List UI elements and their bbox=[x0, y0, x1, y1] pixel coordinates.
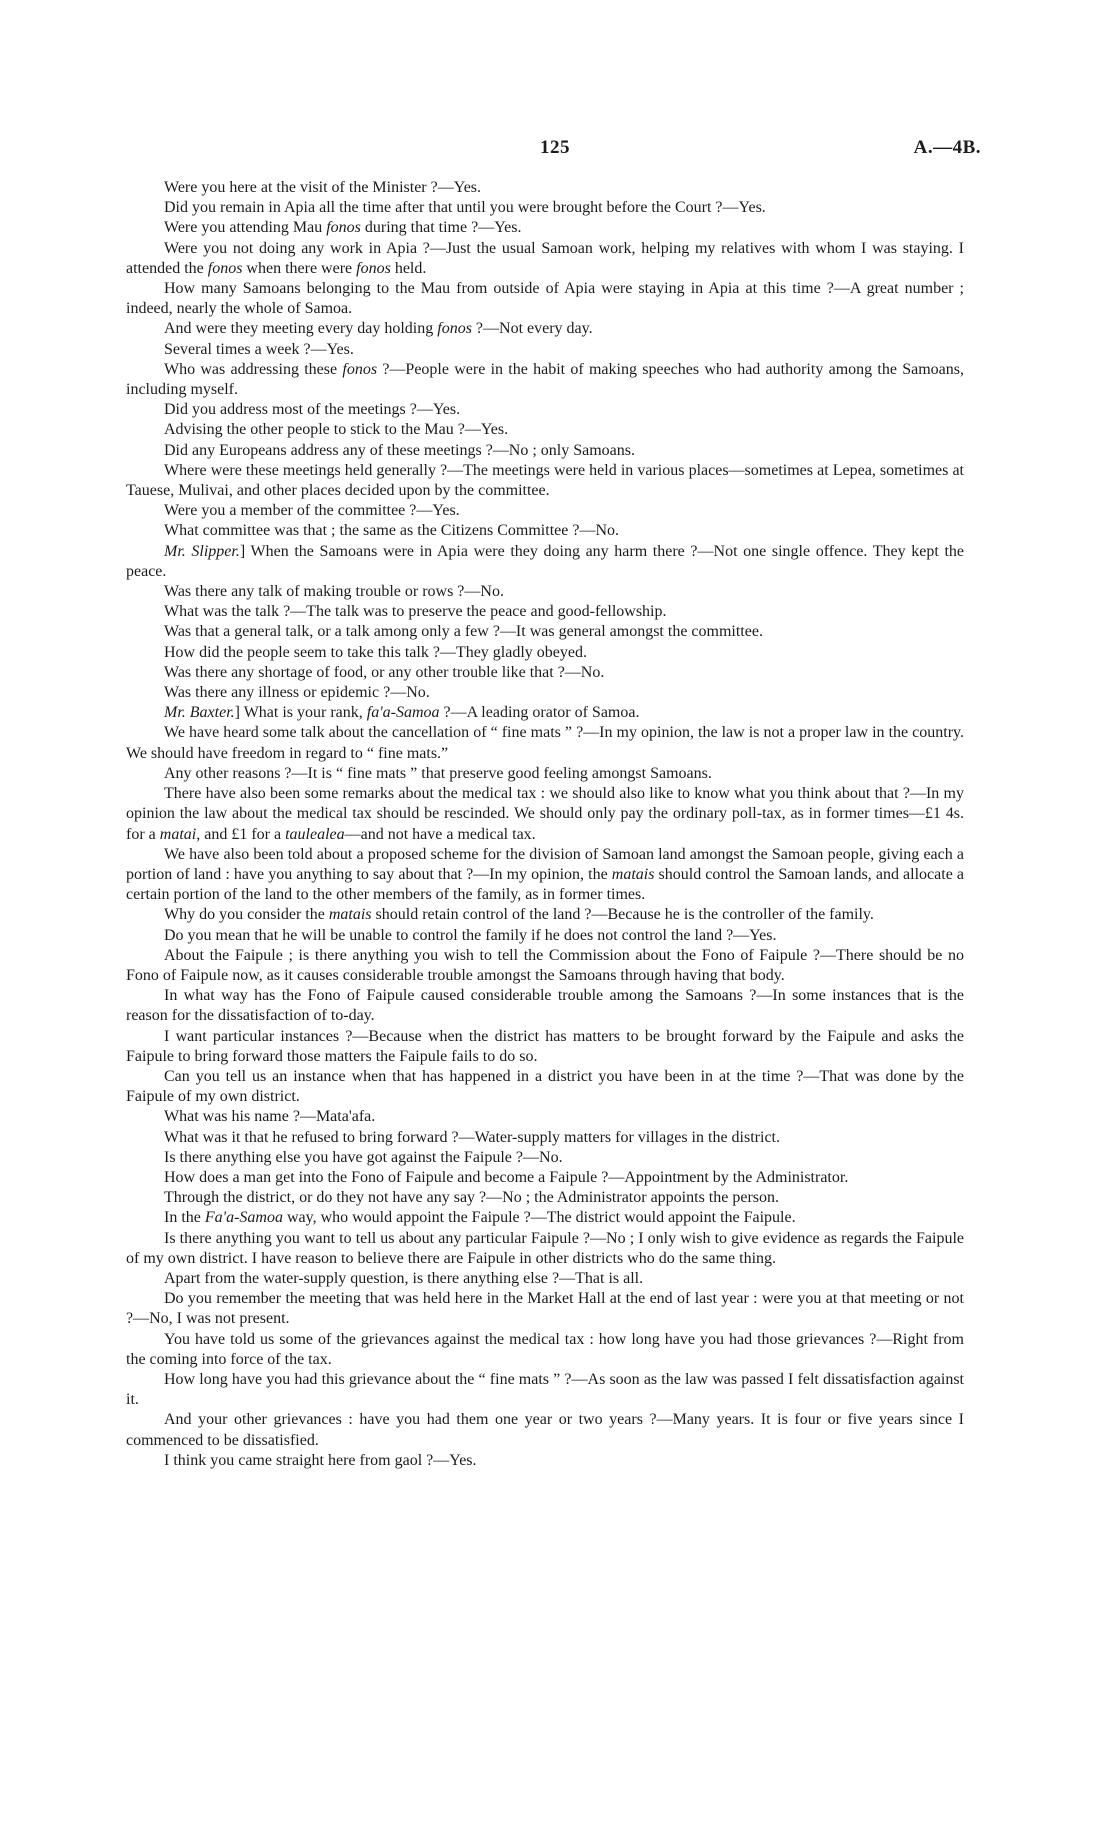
paragraph: How does a man get into the Fono of Faipule and become a Faipule ?—Appointment by the Administrator. bbox=[164, 1168, 849, 1186]
paragraph: We have heard some talk about the cancellation of “ fine mats ” ?—In my opinion, the law is not a proper law in the country. We should have freedom in regard to “ fine mats.” bbox=[126, 724, 964, 762]
paragraph: About the Faipule ; is there anything you wish to tell the Commission about the Fono of Faipule ?—There should be no Fono of Faipule now, as it causes considerable trouble amongst the Samoans through having that body. bbox=[126, 946, 964, 984]
paragraph: We have also been told about a proposed scheme for the division of Samoan land amongst the Samoan people, giving each a portion of land : have you anything to say about that ?—In my opinion, the matais should control the Samoan lands, and allocate a certain portion of the land to the other members of the family, as in former times. bbox=[126, 845, 964, 904]
paragraph: Do you mean that he will be unable to control the family if he does not control the land ?—Yes. bbox=[164, 926, 777, 944]
paragraph: What was it that he refused to bring forward ?—Water-supply matters for villages in the district. bbox=[164, 1128, 780, 1146]
paragraph: Did you remain in Apia all the time after that until you were brought before the Court ?—Yes. bbox=[164, 199, 766, 217]
paragraph: Through the district, or do they not have any say ?—No ; the Administrator appoints the person. bbox=[164, 1189, 779, 1207]
paragraph: Were you here at the visit of the Minister ?—Yes. bbox=[164, 179, 482, 196]
paragraph: Mr. Slipper.] When the Samoans were in Apia were they doing any harm there ?—Not one single offence. They kept the peace. bbox=[126, 542, 964, 580]
paragraph: I think you came straight here from gaol ?—Yes. bbox=[164, 1451, 477, 1469]
paragraph: Who was addressing these fonos ?—People were in the habit of making speeches who had authority among the Samoans, including myself. bbox=[126, 360, 965, 399]
paragraph: Do you remember the meeting that was held here in the Market Hall at the end of last year : were you at that meeting or not ?—No, I was not present. bbox=[126, 1290, 964, 1328]
paragraph: Were you not doing any work in Apia ?—Just the usual Samoan work, helping my relatives with whom I was staying. I attended the fonos when there were fonos held. bbox=[126, 239, 964, 277]
body-text bbox=[126, 178, 964, 1471]
paragraph: Did you address most of the meetings ?—Yes. bbox=[164, 401, 461, 419]
paragraph: Is there anything you want to tell us about any particular Faipule ?—No ; I only wish to give evidence as regards the Faipule of my own district. I have reason to believe there are Faipule in other districts who do the same thing. bbox=[126, 1229, 964, 1267]
paragraph: Apart from the water-supply question, is there anything else ?—That is all. bbox=[164, 1269, 644, 1287]
paragraph: Mr. Baxter.] What is your rank, fa'a-Samoa ?—A leading orator of Samoa. bbox=[164, 704, 640, 722]
paragraph: Where were these meetings held generally ?—The meetings were held in various places—sometimes at Lepea, sometimes at Tauese, Mulivai, and other places decided upon by the committee. bbox=[126, 461, 964, 500]
paragraph: Did any Europeans address any of these meetings ?—No ; only Samoans. bbox=[164, 441, 636, 459]
paragraph: And were they meeting every day holding fonos ?—Not every day. bbox=[164, 320, 593, 338]
paragraph: Was there any talk of making trouble or rows ?—No. bbox=[164, 583, 504, 601]
paragraph: Why do you consider the matais should retain control of the land ?—Because he is the controller of the family. bbox=[164, 906, 874, 924]
paragraph: What was his name ?—Mata'afa. bbox=[164, 1108, 376, 1126]
paragraph: How long have you had this grievance about the “ fine mats ” ?—As soon as the law was passed I felt dissatisfaction against it. bbox=[126, 1370, 964, 1409]
paragraph: Can you tell us an instance when that has happened in a district you have been in at the time ?—That was done by the Faipule of my own district. bbox=[126, 1067, 964, 1106]
paragraph: Was there any shortage of food, or any other trouble like that ?—No. bbox=[164, 663, 605, 681]
paragraph: Several times a week ?—Yes. bbox=[164, 340, 354, 358]
paragraph: How did the people seem to take this talk ?—They gladly obeyed. bbox=[164, 643, 587, 661]
paragraph: I want particular instances ?—Because when the district has matters to be brought forward by the Faipule and asks the Faipule to bring forward those matters the Faipule fails to do so. bbox=[126, 1027, 964, 1065]
paragraph: In what way has the Fono of Faipule caused considerable trouble among the Samoans ?—In some instances that is the reason for the dissatisfaction of to-day. bbox=[126, 987, 964, 1025]
paragraph: What committee was that ; the same as the Citizens Committee ?—No. bbox=[164, 522, 619, 540]
paragraph: Were you a member of the committee ?—Yes. bbox=[164, 502, 460, 520]
paragraph: Advising the other people to stick to the Mau ?—Yes. bbox=[164, 421, 509, 439]
paragraph: You have told us some of the grievances against the medical tax : how long have you had those grievances ?—Right from the coming into force of the tax. bbox=[126, 1330, 964, 1368]
paragraph: What was the talk ?—The talk was to preserve the peace and good-fellowship. bbox=[164, 603, 667, 621]
paragraph: There have also been some remarks about the medical tax : we should also like to know what you think about that ?—In my opinion the law about the medical tax should be rescinded. We should only pay the ordinary poll-tax, as in former times—£1 4s. for a matai, and £1 for a taulealea—and not have a medical tax. bbox=[126, 785, 964, 843]
paragraph: And your other grievances : have you had them one year or two years ?—Many years. It is four or five years since I commenced to be dissatisfied. bbox=[126, 1411, 964, 1449]
page-number: 125 bbox=[540, 137, 570, 158]
paragraph: Was that a general talk, or a talk among only a few ?—It was general amongst the committee. bbox=[164, 623, 763, 641]
paragraph: How many Samoans belonging to the Mau from outside of Apia were staying in Apia at this time ?—A great number ; indeed, nearly the whole of Samoa. bbox=[126, 280, 964, 318]
paragraph: Were you attending Mau fonos during that time ?—Yes. bbox=[164, 219, 522, 237]
paragraph: Was there any illness or epidemic ?—No. bbox=[164, 684, 430, 702]
paragraph: Any other reasons ?—It is “ fine mats ” that preserve good feeling amongst Samoans. bbox=[164, 764, 712, 782]
paragraph: In the Fa'a-Samoa way, who would appoint the Faipule ?—The district would appoint the Faipule. bbox=[164, 1209, 796, 1227]
paper-reference: A.—4B. bbox=[913, 137, 981, 158]
paragraph: Is there anything else you have got against the Faipule ?—No. bbox=[164, 1148, 563, 1166]
